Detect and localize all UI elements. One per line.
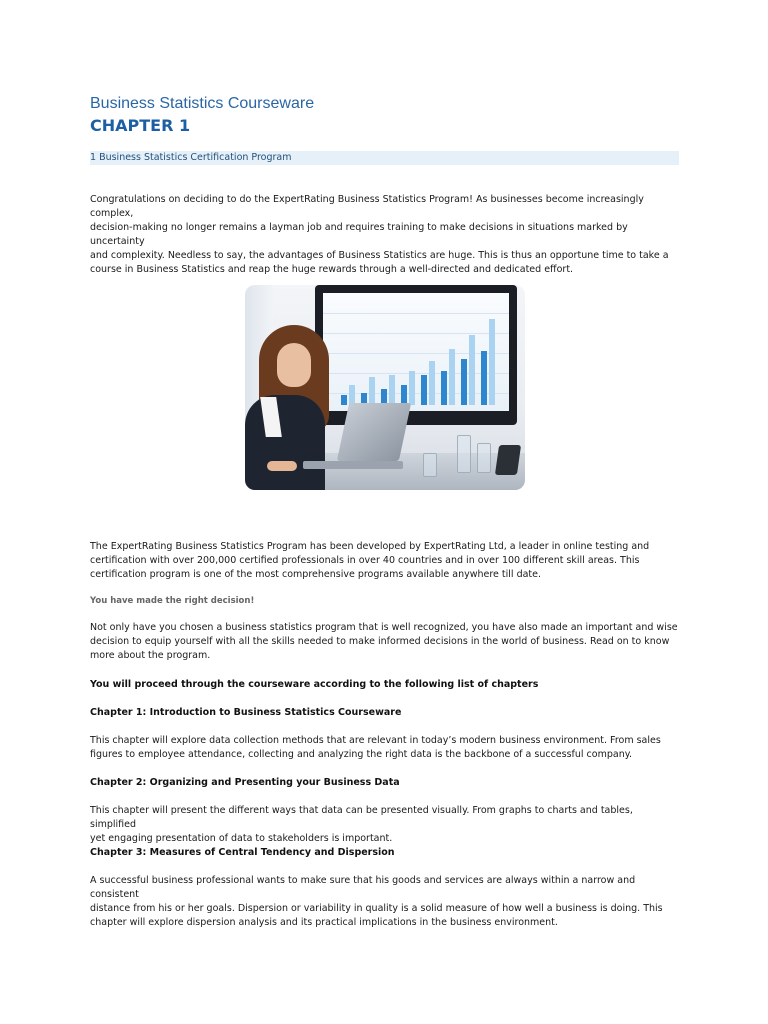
section-banner: 1 Business Statistics Certification Program: [90, 151, 679, 165]
developed-paragraph: [90, 540, 680, 582]
glass-3: [477, 443, 491, 473]
proceed-heading: You will proceed through the courseware according to the following list of chapters: [90, 679, 539, 690]
chapter-3-description: [90, 874, 680, 930]
woman-hand: [267, 461, 297, 471]
developed-line: certification with over 200,000 certified professionals in over 40 countries and in over 100 different skill areas. This: [90, 555, 640, 566]
chapter-1-description: [90, 734, 680, 762]
businesswoman-photo: [245, 285, 525, 490]
document-header: [90, 94, 314, 136]
laptop-screen: [337, 403, 411, 461]
intro-line: Congratulations on deciding to do the ExpertRating Business Statistics Program! As businesses become increasingly complex,: [90, 194, 644, 219]
chapter-3-line: A successful business professional wants to make sure that his goods and services are always within a narrow and consistent: [90, 875, 636, 900]
intro-paragraph: [90, 193, 680, 277]
course-title: Business Statistics Courseware: [90, 95, 315, 112]
chapter-1-heading: Chapter 1: Introduction to Business Statistics Courseware: [90, 707, 402, 718]
chapter-3-heading: Chapter 3: Measures of Central Tendency and Dispersion: [90, 847, 395, 858]
chapter-2-line: yet engaging presentation of data to stakeholders is important.: [90, 833, 393, 844]
recognized-paragraph: [90, 621, 680, 663]
chapter-1-line: figures to employee attendance, collecting and analyzing the right data is the backbone of a successful company.: [90, 749, 633, 760]
chapter-2-description: [90, 804, 680, 846]
recognized-line: more about the program.: [90, 650, 211, 661]
desk-phone: [495, 445, 521, 475]
right-decision-label: You have made the right decision!: [90, 596, 255, 606]
intro-line: decision-making no longer remains a layman job and requires training to make decisions in situations marked by uncertainty: [90, 222, 628, 247]
recognized-line: decision to equip yourself with all the skills needed to make informed decisions in the world of business. Read on to know: [90, 636, 670, 647]
monitor-screen: [323, 293, 509, 411]
chapter-2-heading: Chapter 2: Organizing and Presenting your Business Data: [90, 777, 400, 788]
developed-line: certification program is one of the most comprehensive programs available anywhere till date.: [90, 569, 542, 580]
chapter-2-line: This chapter will present the different ways that data can be presented visually. From graphs to charts and tables, simplified: [90, 805, 633, 830]
chapter-3-line: chapter will explore dispersion analysis and its practical implications in the business environment.: [90, 917, 558, 928]
laptop-base: [303, 461, 403, 469]
recognized-line: Not only have you chosen a business statistics program that is well recognized, you have also made an important and wise: [90, 622, 678, 633]
intro-line: course in Business Statistics and reap the huge rewards through a well-directed and dedicated effort.: [90, 264, 574, 275]
chapter-1-line: This chapter will explore data collection methods that are relevant in today’s modern business environment. From sales: [90, 735, 661, 746]
developed-line: The ExpertRating Business Statistics Program has been developed by ExpertRating Ltd, a leader in online testing and: [90, 541, 650, 552]
monitor: [315, 285, 517, 425]
woman-face: [277, 343, 311, 387]
chapter-title: CHAPTER 1: [90, 116, 191, 135]
woman-suit: [245, 395, 325, 490]
glass-2: [457, 435, 471, 473]
chapter-3-line: distance from his or her goals. Dispersion or variability in quality is a solid measure of how well a business is doing. This: [90, 903, 663, 914]
glass-1: [423, 453, 437, 477]
intro-line: and complexity. Needless to say, the advantages of Business Statistics are huge. This is thus an opportune time to take a: [90, 250, 669, 261]
